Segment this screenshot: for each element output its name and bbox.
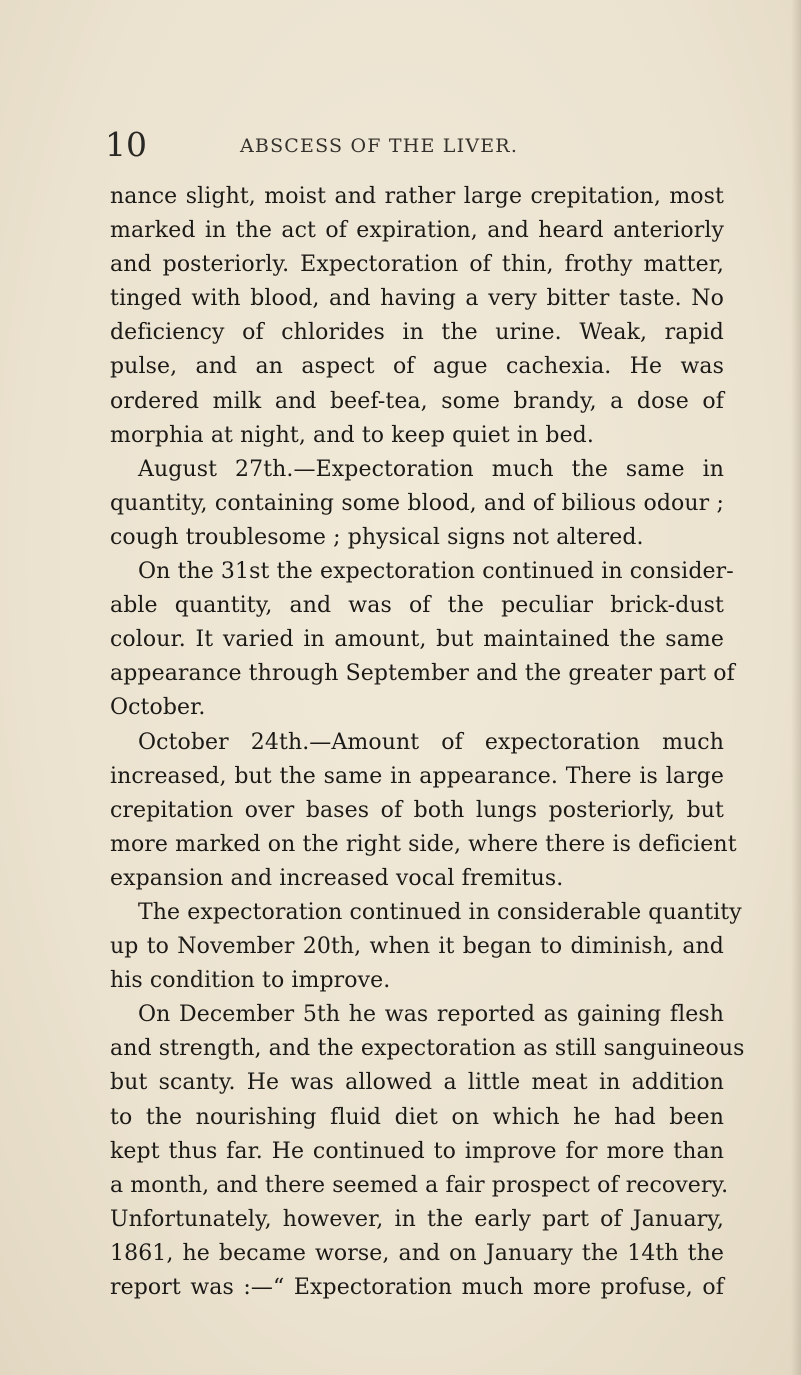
text-line: October 24th.—Amount of expectoration much (138, 729, 724, 755)
text-line: more marked on the right side, where there is deficient (110, 831, 737, 857)
text-line: October. (110, 695, 206, 721)
text-line: able quantity, and was of the peculiar brick-dust (110, 593, 724, 619)
text-line: The expectoration continued in considerable quantity (138, 899, 742, 925)
text-line: expansion and increased vocal fremitus. (110, 865, 564, 891)
text-line: marked in the act of expiration, and heard anteriorly (110, 218, 724, 244)
text-line: 1861, he became worse, and on January the 14th the (110, 1240, 724, 1266)
text-line: and posteriorly. Expectoration of thin, frothy matter, (110, 252, 724, 278)
text-line: but scanty. He was allowed a little meat in addition (110, 1070, 724, 1096)
text-line: his condition to improve. (110, 968, 391, 994)
text-line: report was :—“ Expectoration much more profuse, of (110, 1275, 724, 1300)
text-line: to the nourishing fluid diet on which he had been (110, 1104, 724, 1130)
text-line: crepitation over bases of both lungs posteriorly, but (110, 797, 724, 823)
text-line: appearance through September and the greater part of (110, 661, 735, 687)
text-line: Unfortunately, however, in the early part of January, (110, 1206, 724, 1232)
text-line: morphia at night, and to keep quiet in bed. (110, 422, 594, 448)
text-line: cough troublesome ; physical signs not altered. (110, 524, 644, 550)
text-line: On the 31st the expectoration continued in consider- (138, 559, 734, 585)
body-text (110, 180, 745, 1305)
text-line: increased, but the same in appearance. There is large (110, 763, 724, 789)
page-edge-shadow (791, 0, 801, 1375)
running-head: ABSCESS OF THE LIVER. (240, 135, 519, 157)
text-line: nance slight, moist and rather large crepitation, most (110, 184, 724, 209)
text-line: up to November 20th, when it began to diminish, and (110, 934, 724, 960)
text-line: ordered milk and beef-tea, some brandy, a dose of (110, 388, 724, 414)
text-line: colour. It varied in amount, but maintained the same (110, 627, 724, 653)
text-line: quantity, containing some blood, and of bilious odour ; (110, 490, 724, 516)
text-line: August 27th.—Expectoration much the same in (138, 456, 724, 482)
text-line: and strength, and the expectoration as still sanguineous (110, 1036, 745, 1062)
text-line: On December 5th he was reported as gaining flesh (138, 1002, 724, 1028)
text-line: deficiency of chlorides in the urine. Weak, rapid (110, 320, 724, 346)
page-number: 10 (105, 125, 147, 164)
text-line: kept thus far. He continued to improve for more than (110, 1138, 724, 1164)
text-line: tinged with blood, and having a very bitter taste. No (110, 286, 724, 312)
text-line: pulse, and an aspect of ague cachexia. He was (110, 354, 724, 380)
text-line: a month, and there seemed a fair prospect of recovery. (110, 1172, 729, 1198)
